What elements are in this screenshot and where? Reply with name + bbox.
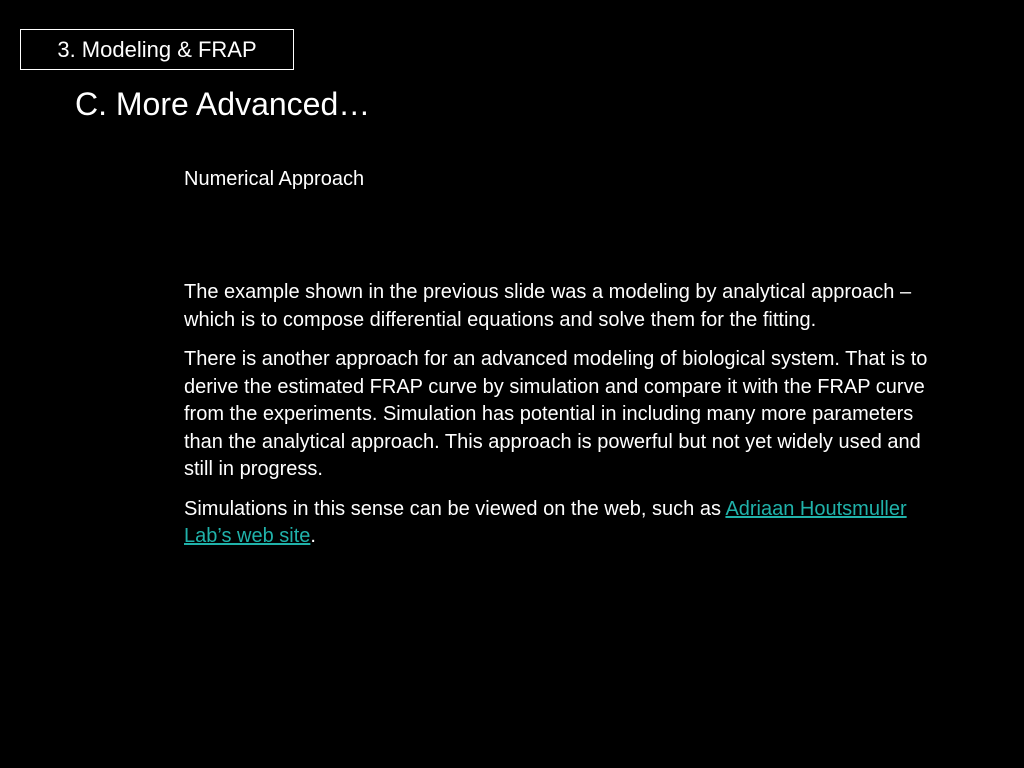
body-text	[184, 279, 944, 563]
subheading: Numerical Approach	[184, 168, 365, 190]
lab-website-link[interactable]: Adriaan Houtsmuller Lab’s web site	[184, 497, 907, 547]
paragraph-web-reference	[184, 496, 944, 551]
paragraph-analytical: The example shown in the previous slide was a modeling by analytical approach – which is to compose differential equations and solve them for the fitting.	[184, 281, 912, 331]
web-reference-suffix: .	[310, 525, 316, 547]
slide-title: C. More Advanced…	[75, 86, 371, 122]
section-tag: 3. Modeling & FRAP	[20, 29, 294, 70]
paragraph-simulation: There is another approach for an advanced modeling of biological system. That is to derive the estimated FRAP curve by simulation and compare it with the FRAP curve from the experiments. Simulation has potential in including many more parameters than the analytical approach. This approach is powerful but not yet widely used and still in progress.	[184, 348, 928, 480]
web-reference-prefix: Simulations in this sense can be viewed on the web, such as	[184, 497, 726, 520]
